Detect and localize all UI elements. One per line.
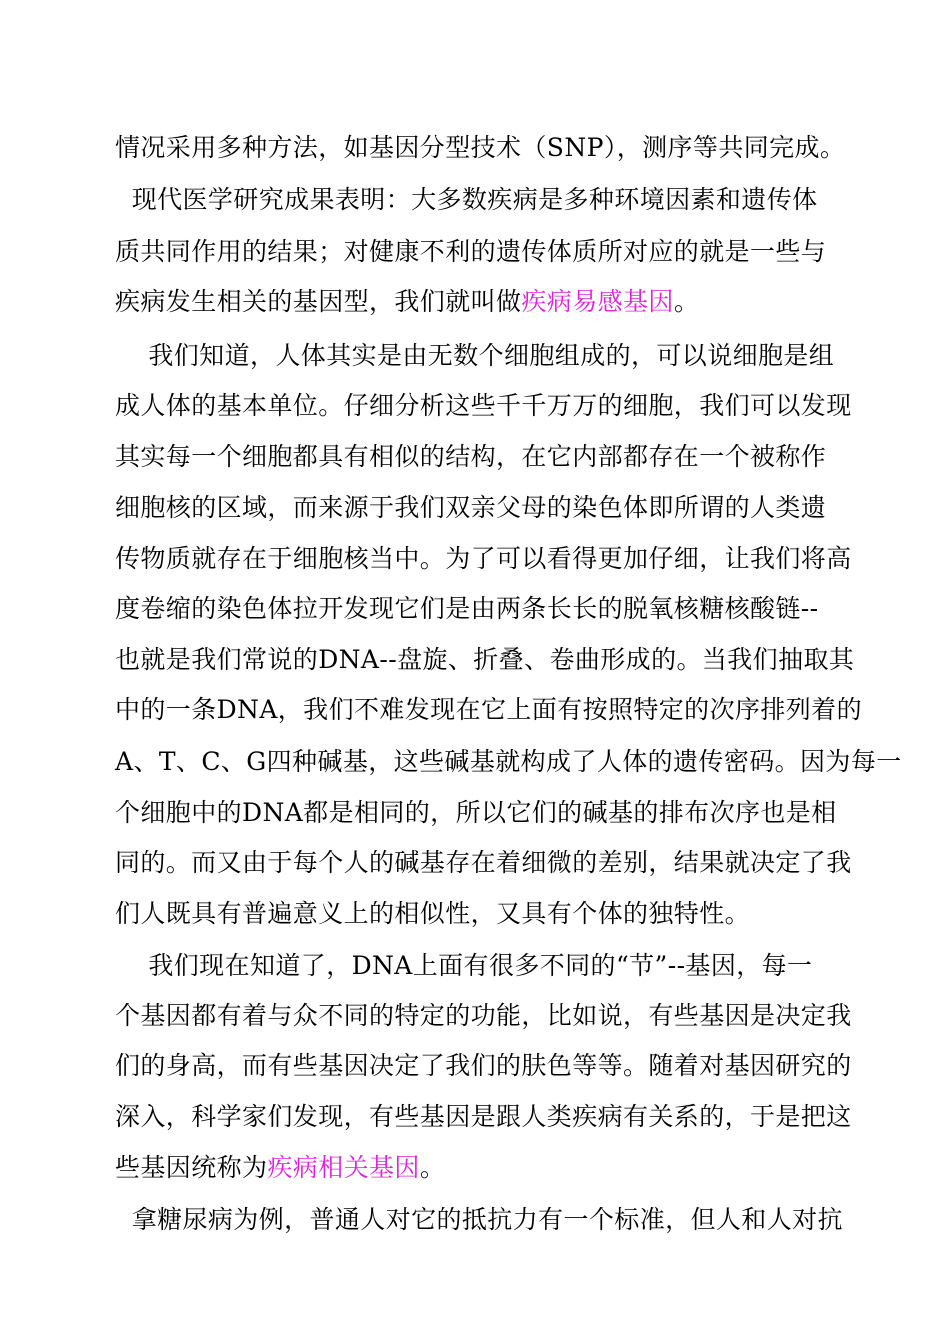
text-line: [115, 286, 699, 318]
text-line: [115, 1152, 445, 1184]
text-line: [115, 1050, 852, 1082]
text-line: [115, 543, 852, 575]
text-line: [115, 847, 852, 879]
text-segment: 些基因统称为: [115, 1153, 268, 1182]
text-segment: 中的一条DNA，我们不难发现在它上面有按照特定的次序排列着的: [115, 695, 862, 724]
highlighted-term: 疾病相关基因: [267, 1153, 420, 1182]
text-line: [115, 797, 837, 829]
text-segment: A、T、C、G四种碱基，这些碱基就构成了人体的遗传密码。因为每一: [115, 747, 902, 776]
text-segment: 度卷缩的染色体拉开发现它们是由两条长长的脱氧核糖核酸链--: [115, 594, 819, 623]
text-segment: 个细胞中的DNA都是相同的，所以它们的碱基的排布次序也是相: [115, 798, 837, 827]
text-segment: 们的身高，而有些基因决定了我们的肤色等等。随着对基因研究的: [115, 1051, 852, 1080]
text-segment: 质共同作用的结果；对健康不利的遗传体质所对应的就是一些与: [115, 237, 827, 266]
text-segment: 拿糖尿病为例，普通人对它的抵抗力有一个标准，但人和人对抗: [115, 1205, 843, 1234]
text-line: [115, 593, 819, 625]
text-line: [115, 950, 812, 982]
text-segment: 也就是我们常说的DNA--盘旋、折叠、卷曲形成的。当我们抽取其: [115, 645, 855, 674]
text-segment: 我们现在知道了，DNA上面有很多不同的“节”--基因，每一: [115, 951, 813, 980]
text-segment: 现代医学研究成果表明：大多数疾病是多种环境因素和遗传体: [115, 185, 818, 214]
text-segment: 们人既具有普遍意义上的相似性，又具有个体的独特性。: [115, 899, 751, 928]
text-line: [115, 1204, 843, 1236]
text-segment: 。: [673, 287, 700, 316]
text-segment: 同的。而又由于每个人的碱基存在着细微的差别，结果就决定了我: [115, 848, 852, 877]
text-segment: 我们知道，人体其实是由无数个细胞组成的，可以说细胞是组: [115, 341, 835, 370]
text-segment: 传物质就存在于细胞核当中。为了可以看得更加仔细，让我们将高: [115, 544, 852, 573]
text-line: [115, 184, 818, 216]
text-segment: 其实每一个细胞都具有相似的结构，在它内部都存在一个被称作: [115, 442, 827, 471]
text-line: [115, 694, 862, 726]
text-segment: 成人体的基本单位。仔细分析这些千千万万的细胞，我们可以发现: [115, 391, 852, 420]
text-line: [115, 390, 852, 422]
text-segment: 深入，科学家们发现，有些基因是跟人类疾病有关系的，于是把这: [115, 1102, 852, 1131]
text-segment: 个基因都有着与众不同的特定的功能，比如说，有些基因是决定我: [115, 1001, 852, 1030]
text-segment: 情况采用多种方法，如基因分型技术（SNP），测序等共同完成。: [115, 133, 846, 162]
text-line: [115, 132, 845, 164]
text-line: [115, 1000, 852, 1032]
text-line: [115, 644, 854, 676]
text-segment: 细胞核的区域，而来源于我们双亲父母的染色体即所谓的人类遗: [115, 493, 827, 522]
text-line: [115, 441, 826, 473]
text-line: [115, 236, 826, 268]
text-line: [115, 340, 834, 372]
text-segment: 。: [419, 1153, 446, 1182]
text-line: [115, 492, 826, 524]
highlighted-term: 疾病易感基因: [521, 287, 674, 316]
text-segment: 疾病发生相关的基因型，我们就叫做: [115, 287, 522, 316]
text-line: [115, 898, 750, 930]
text-line: [115, 1101, 852, 1133]
text-line: [115, 746, 902, 778]
